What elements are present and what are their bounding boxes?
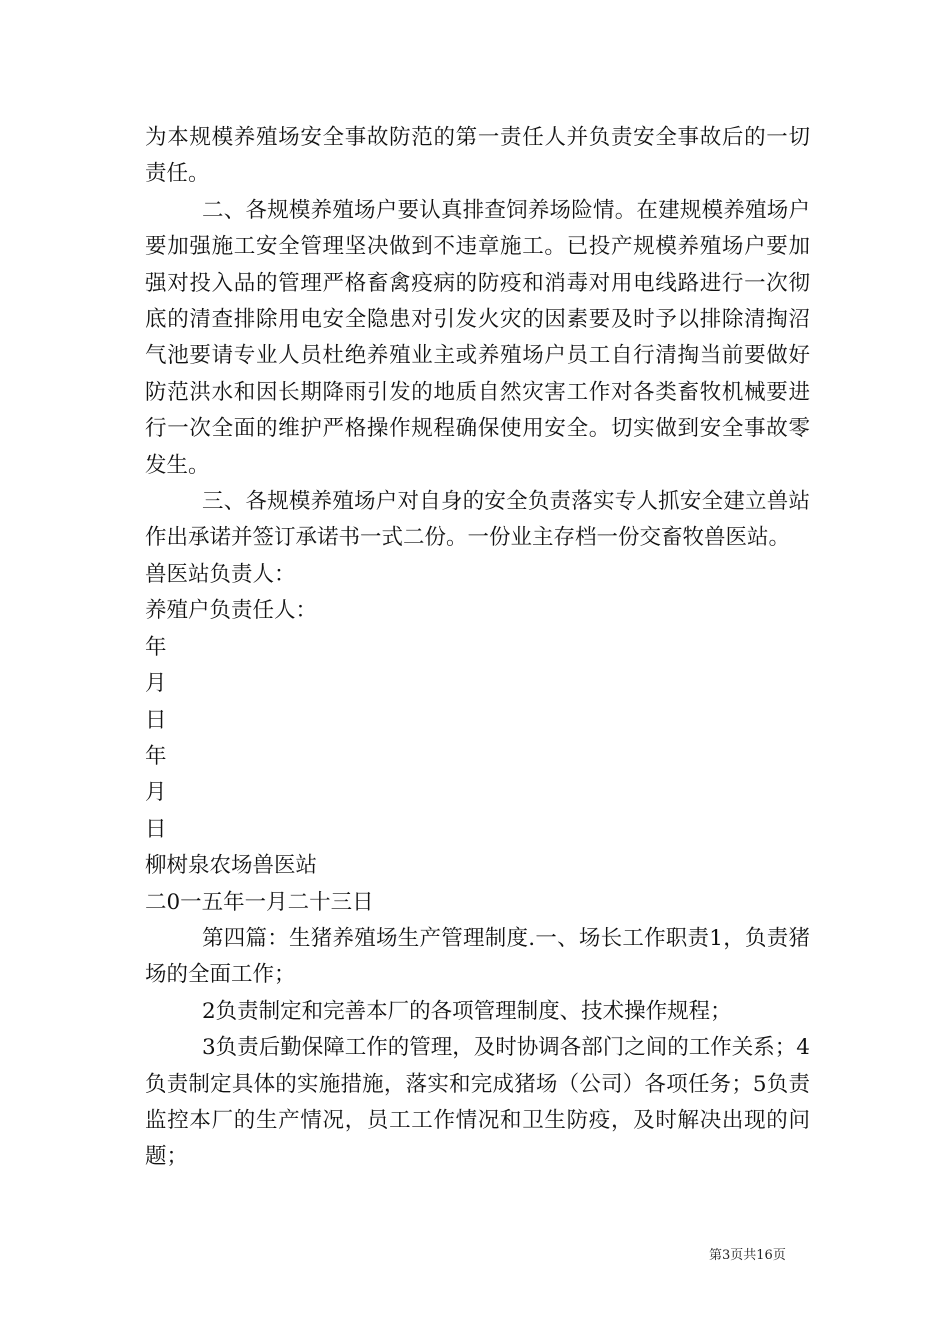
signature-vet-head: 兽医站负责人：: [145, 561, 296, 587]
signature-day-1: 日: [145, 707, 167, 733]
signature-organization: 柳树泉农场兽医站: [145, 853, 318, 879]
signature-year-1: 年: [145, 634, 167, 660]
section4-paragraph-3: 3负责后勤保障工作的管理，及时协调各部门之间的工作关系；4负责制定具体的实施措施，落实和完成猪场（公司）各项任务；5负责监控本厂的生产情况，员工工作情况和卫生防疫，及时解决出现的问题；: [145, 1035, 810, 1170]
document-body: [145, 120, 810, 1176]
signature-month-2: 月: [145, 780, 167, 806]
page-number-footer: 第3页共16页: [709, 1248, 786, 1263]
paragraph-item-2: 二、各规模养殖场户要认真排查饲养场险情。在建规模养殖场户要加强施工安全管理坚决做到不违章施工。已投产规模养殖场户要加强对投入品的管理严格畜禽疫病的防疫和消毒对用电线路进行一次彻底的清查排除用电安全隐患对引发火灾的因素要及时予以排除清掏沼气池要请专业人员杜绝养殖业主或养殖场户员工自行清掏当前要做好防范洪水和因长期降雨引发的地质自然灾害工作对各类畜牧机械要进行一次全面的维护严格操作规程确保使用安全。切实做到安全事故零发生。: [145, 197, 810, 478]
signature-day-2: 日: [145, 816, 167, 842]
paragraph-responsibility: 为本规模养殖场安全事故防范的第一责任人并负责安全事故后的一切责任。: [145, 125, 810, 187]
signature-farm-head: 养殖户负责任人：: [145, 598, 318, 624]
signature-date: 二0一五年一月二十三日: [145, 889, 374, 915]
signature-month-1: 月: [145, 671, 167, 697]
paragraph-item-3: 三、各规模养殖场户对自身的安全负责落实专人抓安全建立兽站作出承诺并签订承诺书一式二份。一份业主存档一份交畜牧兽医站。: [145, 489, 810, 551]
section4-heading-paragraph: 第四篇：生猪养殖场生产管理制度.一、场长工作职责1，负责猪场的全面工作；: [145, 925, 810, 988]
signature-year-2: 年: [145, 743, 167, 769]
section4-paragraph-2: 2负责制定和完善本厂的各项管理制度、技术操作规程；: [202, 998, 732, 1024]
